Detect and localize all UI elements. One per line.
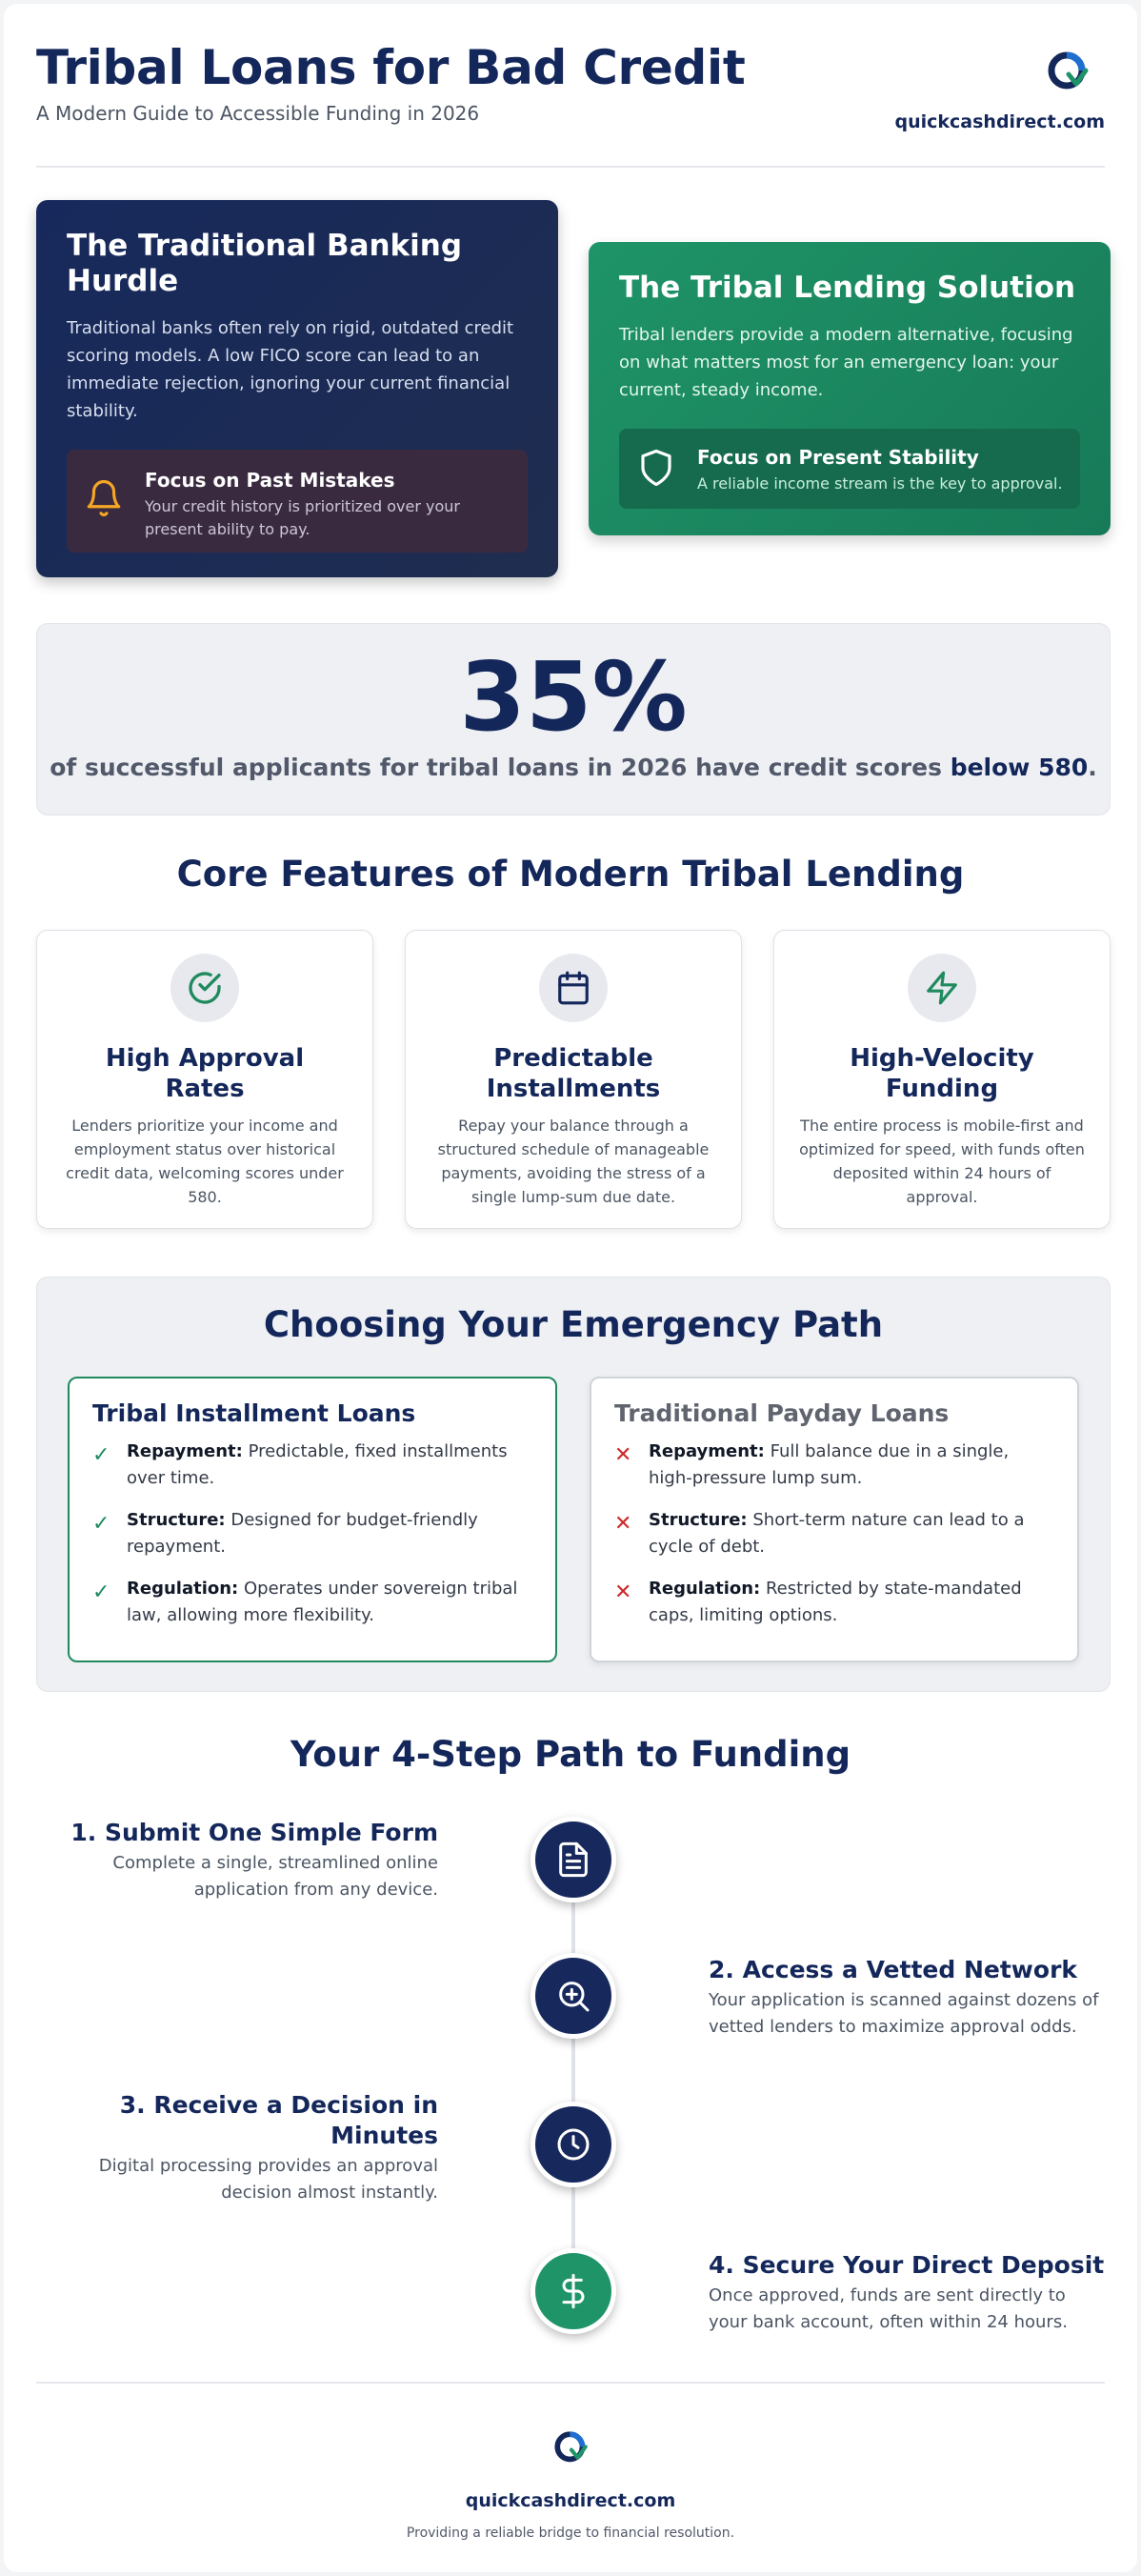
hurdle-body: Traditional banks often rely on rigid, outdated credit scoring models. A low FICO score can lead to an immediate rejection, ignoring your current financial stability. [67,318,514,421]
brand-domain[interactable]: quickcashdirect.com [894,111,1105,132]
calendar-icon [555,970,591,1006]
hurdle-focus-desc: Your credit history is prioritized over your present ability to pay. [145,497,460,538]
stat-text-before: of successful applicants for tribal loans in 2026 have credit scores [50,754,942,781]
item-text: Predictable, fixed installments over time. [127,1441,508,1488]
solution-card [589,242,1111,535]
step-1-text [38,1818,438,1903]
solution-title: The Tribal Lending Solution [619,271,1076,305]
footer-brand-domain[interactable]: quickcashdirect.com [465,2490,676,2511]
item-key: Regulation: [649,1579,761,1599]
feature-title: Predictable Installments [486,1044,661,1103]
hurdle-focus-title: Focus on Past Mistakes [145,469,395,492]
hurdle-focus-box [67,450,528,553]
step-1-circle [530,1817,616,1902]
step-desc: Digital processing provides an approval decision almost instantly. [98,2156,438,2203]
payday-loans-list [614,1439,1054,1629]
feature-icon-wrap [539,954,608,1022]
item-key: Regulation: [127,1579,239,1599]
list-item [614,1576,1054,1629]
footer-tagline: Providing a reliable bridge to financial resolution. [406,2526,735,2541]
feature-card [36,930,373,1229]
brand-logo-icon [554,2431,589,2465]
item-text: Restricted by state-mandated caps, limiting options. [649,1579,1022,1625]
list-item [614,1439,1054,1492]
list-item [92,1576,532,1629]
feature-desc: The entire process is mobile-first and optimized for speed, with funds often deposited within 24 hours of approval. [799,1117,1085,1206]
solution-body: Tribal lenders provide a modern alternative, focusing on what matters most for an emergency loan: your current, steady income. [619,325,1073,400]
bell-icon [84,478,124,518]
feature-title: High-Velocity Funding [850,1044,1034,1103]
step-2-text [709,1955,1109,2041]
stat-value: 35% [459,641,688,753]
check-circle-icon [186,969,224,1007]
list-item [92,1507,532,1560]
item-text: Short-term nature can lead to a cycle of debt. [649,1510,1025,1557]
item-text: Designed for budget-friendly repayment. [127,1510,478,1557]
item-key: Repayment: [649,1441,765,1461]
tribal-loans-list [92,1439,532,1629]
payday-loans-title: Traditional Payday Loans [614,1399,950,1427]
step-3-circle [530,2102,616,2187]
item-key: Structure: [127,1510,226,1530]
check-icon: ✓ [92,1443,110,1467]
lightning-icon [924,970,960,1006]
page-title: Tribal Loans for Bad Credit [36,40,746,95]
document-icon [554,1841,592,1879]
stat-text-highlight: below 580 [950,754,1089,781]
step-desc: Your application is scanned against dozens of vetted lenders to maximize approval odds. [709,1990,1099,2037]
solution-focus-box [619,429,1080,509]
tribal-loans-title: Tribal Installment Loans [92,1399,416,1427]
dollar-icon [554,2272,592,2310]
step-4-text [709,2250,1109,2336]
feature-title: High Approval Rates [105,1044,305,1103]
steps-heading: Your 4-Step Path to Funding [290,1734,851,1775]
hurdle-title: The Traditional Banking Hurdle [67,229,463,298]
step-3-text [38,2090,438,2206]
compare-section [36,1277,1111,1692]
item-key: Repayment: [127,1441,243,1461]
cross-icon: ✕ [614,1580,632,1604]
feature-card [773,930,1111,1229]
stat-text-after: . [1088,754,1097,781]
feature-icon-wrap [908,954,976,1022]
item-text: Operates under sovereign tribal law, allowing more flexibility. [127,1579,518,1625]
item-text: Full balance due in a single, high-pressure lump sum. [649,1441,1010,1488]
solution-focus-title: Focus on Present Stability [697,446,979,469]
step-desc: Complete a single, streamlined online application from any device. [112,1853,438,1900]
clock-icon [554,2125,592,2163]
item-key: Structure: [649,1510,748,1530]
shield-icon [636,448,676,488]
check-icon: ✓ [92,1580,110,1604]
step-title: 2. Access a Vetted Network [709,1956,1078,1983]
hurdle-card [36,200,558,577]
step-title: 1. Submit One Simple Form [70,1819,438,1846]
step-2-circle [530,1953,616,2039]
page-subtitle: A Modern Guide to Accessible Funding in 2026 [36,102,480,125]
step-4-circle [530,2248,616,2334]
feature-desc: Repay your balance through a structured schedule of manageable payments, avoiding the stress of a single lump-sum due date. [437,1117,710,1206]
feature-icon-wrap [170,954,239,1022]
list-item [92,1439,532,1492]
brand-logo-icon [1048,51,1090,93]
footer-divider [36,2382,1105,2384]
header-divider [36,166,1105,168]
stat-box [36,623,1111,815]
cross-icon: ✕ [614,1512,632,1536]
check-icon: ✓ [92,1512,110,1536]
cross-icon: ✕ [614,1443,632,1467]
step-title: 3. Receive a Decision in Minutes [119,2091,438,2149]
stat-text [37,754,1110,781]
tribal-loans-card [68,1377,557,1662]
timeline-line [571,1857,575,2295]
feature-card [405,930,742,1229]
infographic-page [4,4,1137,2572]
step-desc: Once approved, funds are sent directly to your bank account, often within 24 hours. [709,2285,1068,2332]
solution-focus-desc: A reliable income stream is the key to approval. [697,474,1063,493]
feature-desc: Lenders prioritize your income and employment status over historical credit data, welcoming scores under 580. [66,1117,344,1206]
step-title: 4. Secure Your Direct Deposit [709,2251,1105,2279]
list-item [614,1507,1054,1560]
features-heading: Core Features of Modern Tribal Lending [176,854,965,895]
compare-heading: Choosing Your Emergency Path [263,1304,884,1345]
payday-loans-card [590,1377,1079,1662]
search-plus-icon [554,1977,592,2015]
